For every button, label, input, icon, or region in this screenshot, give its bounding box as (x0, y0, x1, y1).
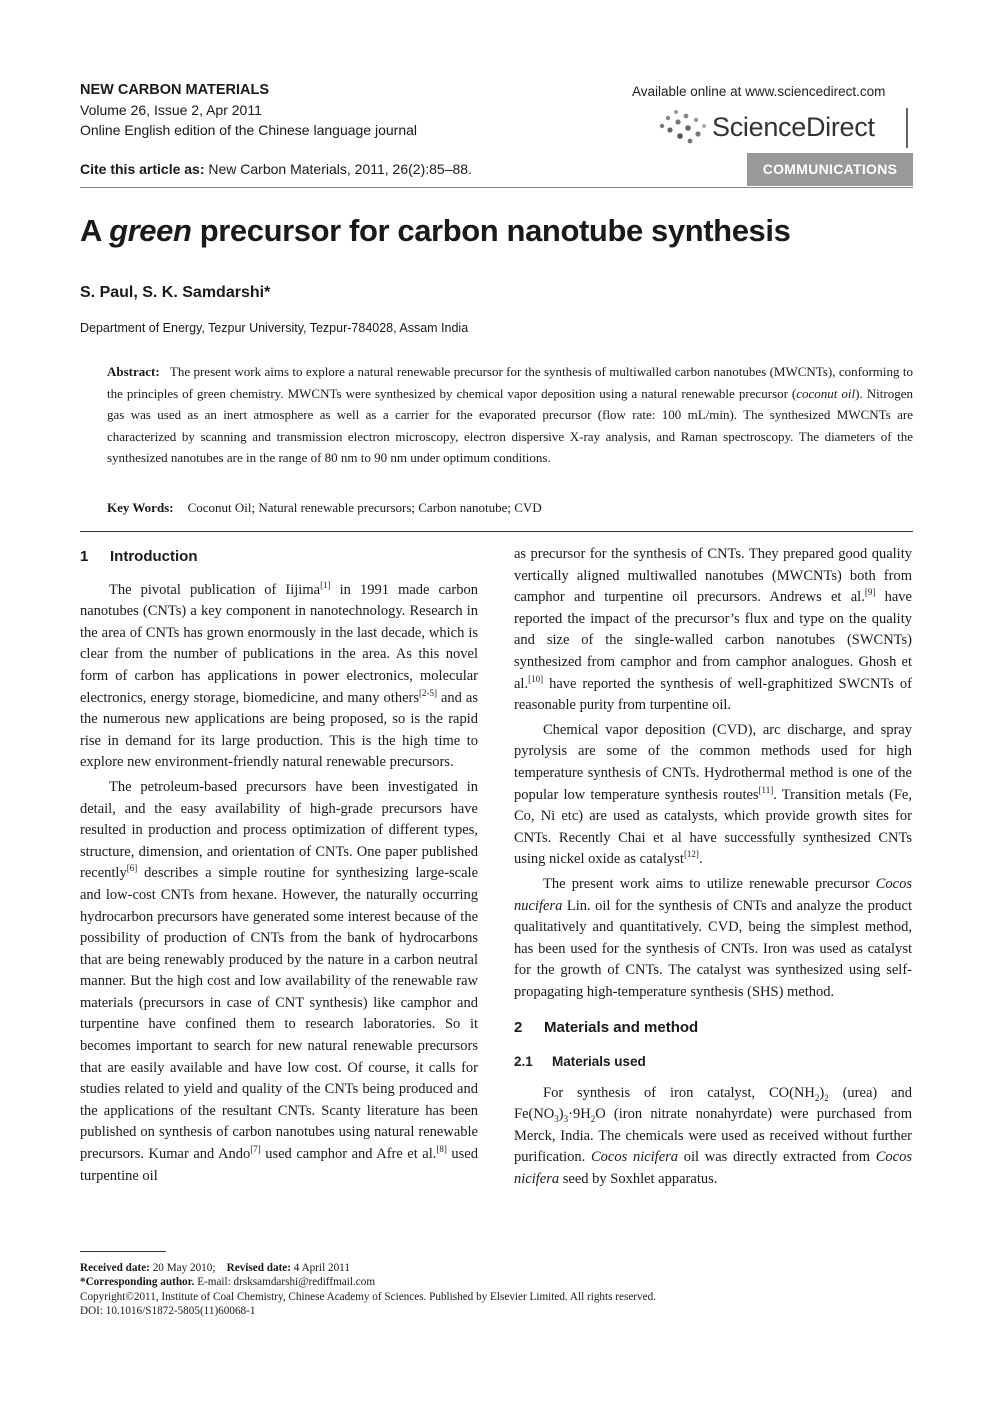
title-part: precursor for carbon nanotube synthesis (191, 213, 791, 248)
subsection-title: Materials used (552, 1054, 646, 1070)
paragraph: For synthesis of iron catalyst, $CO(NH_2)_2$ (urea) and $Fe(NO_3)_3\cdot 9H_2O$ (iron nitrate nonahyrdate) were purchased from Merck, India. The chemicals were used as received without further purification. Cocos nicifera oil was directly extracted from Cocos nicifera seed by Soxhlet apparatus. (514, 1084, 913, 1188)
cite-label: Cite this article as: (80, 161, 205, 177)
abstract-text: ). Nitrogen gas was used as an inert atmosphere as well as a carrier for the evaporated precursor (flow rate: 100 mL/min). The synthesized MWCNTs are characterized by scanning and transmission electron microscopy, electron dispersive X-ray analysis, and Raman spectroscopy. The diameters of the synthesized nanotubes are in the range of 80 nm to 90 nm under optimum conditions. (107, 385, 913, 465)
body-column-left (80, 546, 478, 1187)
paragraph: The pivotal publication of Iijima[1] in 1991 made carbon nanotubes (CNTs) a key component in nanotechnology. Research in the area of CNTs has grown enormously in the last decade, which is clear from the number of publications in the area. As this novel form of carbon has applications in power electronics, molecular electronics, energy storage, biomedicine, and many others[2-5] and as the numerous new applications are being proposed, so is the rapid rise in demand for its large production. This is the high time to explore new environment-friendly natural renewable precursors. (80, 579, 478, 771)
citation-ref[interactable]: [12] (683, 849, 699, 860)
citation-ref[interactable]: [8] (436, 1144, 447, 1155)
abstract-text: The present work aims to explore a natural renewable precursor for the synthesis of multiwalled carbon nanotubes (MWCNTs), conforming to the principles of green chemistry. MWCNTs were synthesized by chemical vapor deposition using a natural renewable precursor ( (107, 364, 914, 401)
abstract-italic: coconut oil (796, 385, 856, 401)
section-heading-introduction (80, 546, 478, 568)
footnote-divider (80, 1251, 166, 1252)
section-number: 2 (514, 1019, 523, 1037)
citation-ref[interactable]: [9] (864, 587, 876, 598)
citation-ref[interactable]: [7] (250, 1144, 261, 1155)
sciencedirect-logo[interactable] (656, 108, 916, 150)
doi-line[interactable]: DOI: 10.1016/S1872-5805(11)60068-1 (80, 1305, 256, 1318)
affiliation: Department of Energy, Tezpur University, Tezpur-784028, Assam India (80, 321, 469, 335)
keywords-label: Key Words: (107, 500, 174, 515)
paragraph: as precursor for the synthesis of CNTs. They prepared good quality vertically aligned multiwalled nanotubes (MWCNTs) both from camphor and turpentine oil precursors. Andrews et al.[9] have reported the impact of the precursor’s flux and type on the quality and size of the single-walled carbon nanotubes (SWCNTs) synthesized from camphor and from camphor analogues. Ghosh et al.[10] have reported the synthesis of well-graphitized SWCNTs of reasonable purity from turpentine oil. (514, 546, 912, 714)
body-column-right (514, 544, 912, 1191)
copyright-line: Copyright©2011, Institute of Coal Chemistry, Chinese Academy of Sciences. Published by Elsevier Limited. All rights reserved. (80, 1290, 656, 1303)
abstract-divider (80, 531, 913, 532)
volume-line: Volume 26, Issue 2, Apr 2011 (80, 102, 262, 118)
corresponding-line: *Corresponding author. E-mail: drsksamdarshi@rediffmail.com (80, 1276, 376, 1289)
edition-line: Online English edition of the Chinese language journal (80, 122, 418, 138)
journal-header (80, 80, 417, 140)
journal-name: NEW CARBON MATERIALS (80, 82, 270, 98)
subsection-number: 2.1 (514, 1054, 533, 1070)
citation-line (80, 161, 472, 177)
citation-ref[interactable]: [11] (758, 784, 774, 795)
sciencedirect-dots-icon (656, 108, 712, 148)
citation-ref[interactable]: [2-5] (418, 687, 437, 698)
citation-ref[interactable]: [10] (528, 673, 544, 684)
section-title: Introduction (110, 548, 198, 565)
subsection-heading-materials-used (514, 1051, 912, 1073)
header-divider (80, 187, 913, 188)
section-badge: COMMUNICATIONS (747, 153, 913, 186)
title-italic: green (109, 213, 192, 248)
section-heading-materials-method (514, 1017, 912, 1039)
article-title (80, 213, 790, 249)
section-title: Materials and method (544, 1019, 699, 1037)
paragraph: Chemical vapor deposition (CVD), arc discharge, and spray pyrolysis are some of the common methods used for high temperature synthesis of CNTs. Hydrothermal method is one of the popular low temperature synthesis routes[11]. Transition metals (Fe, Co, Ni etc) are used as catalysts, which provide growth sites for CNTs. Recently Chai et al have successfully synthesized CNTs using nickel oxide as catalyst[12]. (514, 721, 912, 868)
dates-line: Received date: 20 May 2010; Revised date: 4 April 2011 (80, 1262, 350, 1274)
abstract (107, 361, 913, 469)
citation-ref[interactable]: [1] (320, 579, 331, 590)
keywords-text: Coconut Oil; Natural renewable precursors; Carbon nanotube; CVD (187, 500, 542, 515)
footnotes (80, 1261, 656, 1319)
abstract-label: Abstract: (107, 364, 160, 379)
title-part: A (80, 213, 110, 248)
section-number: 1 (80, 548, 89, 565)
sciencedirect-wordmark: ScienceDirect (712, 112, 875, 142)
cite-text: New Carbon Materials, 2011, 26(2):85–88. (208, 161, 472, 177)
authors: S. Paul, S. K. Samdarshi* (80, 284, 271, 301)
available-online-link[interactable]: Available online at www.sciencedirect.com (632, 84, 886, 99)
paragraph: The present work aims to utilize renewable precursor Cocos nucifera Lin. oil for the synthesis of CNTs and analyze the product qualitatively and quantitatively. CVD, being the simplest method, has been used for the synthesis of CNTs. Iron was used as catalyst for the growth of CNTs. The catalyst was synthesized using self-propagating high-temperature synthesis (SHS) method. (514, 875, 912, 1000)
logo-divider (906, 108, 908, 148)
citation-ref[interactable]: [6] (126, 863, 138, 874)
paragraph: The petroleum-based precursors have been investigated in detail, and the easy availability of high-grade precursors have resulted in production and process optimization of different types, structure, dimension, and orientation of CNTs. One paper published recently[6] describes a simple routine for synthesizing large-scale and low-cost CNTs from hexane. However, the naturally occurring hydrocarbon precursors have generated some interest because of the possibility of production of CNTs from the bank of hydrocarbons that are being renewably produced by the nature in a carbon neutral manner. But the high cost and low availability of the renewable raw materials (precursors in case of CNT synthesis) like camphor and turpentine have confined them to research laboratories. So it becomes important to search for new natural renewable precursors that are easily available and have low cost. Of course, it calls for studies related to yield and quality of the CNTs being produced and the applications of the resultant CNTs. Scanty literature has been published on synthesis of carbon nanotubes using natural renewable precursors. Kumar and Ando[7] used camphor and Afre et al.[8] used turpentine oil (80, 778, 478, 1184)
keywords (107, 500, 542, 516)
